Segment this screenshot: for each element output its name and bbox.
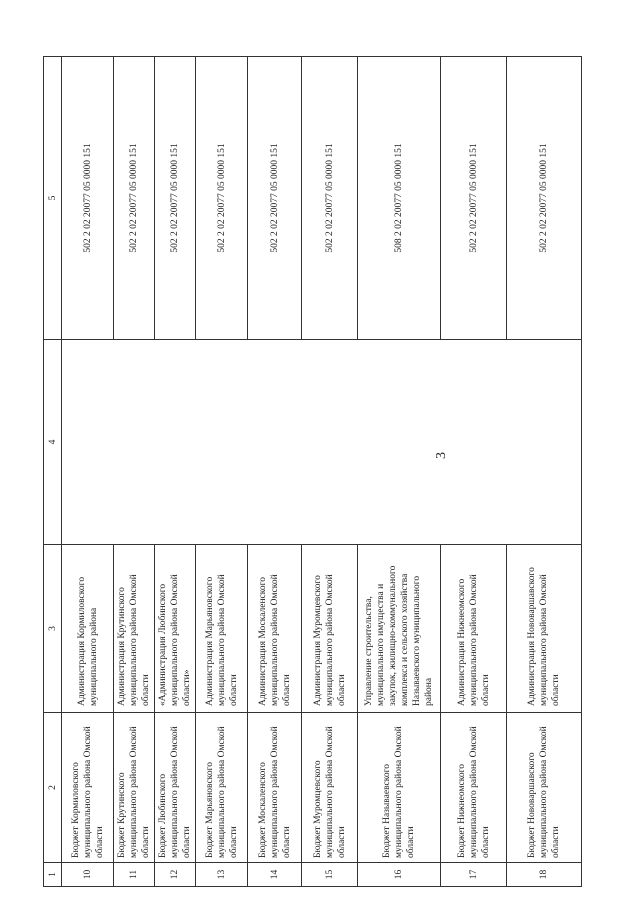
column-4-cell bbox=[196, 340, 248, 545]
budget-name: Бюджет Москаленского муниципального района Омской области bbox=[248, 713, 302, 863]
administrator-name: Администрация Кормиловского муниципального района bbox=[62, 545, 114, 713]
table-row bbox=[441, 57, 507, 887]
administrator-name: «Администрация Любинского муниципального района Омской области» bbox=[155, 545, 196, 713]
table-row bbox=[114, 57, 155, 887]
budget-code: 508 2 02 20077 05 0000 151 bbox=[358, 57, 441, 340]
budget-code: 502 2 02 20077 05 0000 151 bbox=[302, 57, 358, 340]
budget-code: 502 2 02 20077 05 0000 151 bbox=[62, 57, 114, 340]
administrator-name: Администрация Марьяновского муниципального района Омской области bbox=[196, 545, 248, 713]
header-cell: 4 bbox=[44, 340, 62, 545]
row-number: 17 bbox=[441, 863, 507, 887]
budget-code: 502 2 02 20077 05 0000 151 bbox=[248, 57, 302, 340]
column-4-cell bbox=[248, 340, 302, 545]
row-number: 13 bbox=[196, 863, 248, 887]
column-4-cell bbox=[302, 340, 358, 545]
administrator-name: Администрация Нововаршавского муниципального района Омской области bbox=[507, 545, 582, 713]
table-row bbox=[155, 57, 196, 887]
budget-name: Бюджет Кормиловского муниципального района Омской области bbox=[62, 713, 114, 863]
administrator-name: Администрация Крутинского муниципального района Омской области bbox=[114, 545, 155, 713]
header-cell: 3 bbox=[44, 545, 62, 713]
table-row bbox=[248, 57, 302, 887]
budget-code: 502 2 02 20077 05 0000 151 bbox=[196, 57, 248, 340]
table-row bbox=[302, 57, 358, 887]
budget-name: Бюджет Любинского муниципального района Омской области bbox=[155, 713, 196, 863]
row-number: 14 bbox=[248, 863, 302, 887]
table-row bbox=[62, 57, 114, 887]
column-4-cell bbox=[507, 340, 582, 545]
budget-name: Бюджет Марьяновского муниципального района Омской области bbox=[196, 713, 248, 863]
row-number: 10 bbox=[62, 863, 114, 887]
budget-code: 502 2 02 20077 05 0000 151 bbox=[114, 57, 155, 340]
budget-name: Бюджет Муромцевского муниципального района Омской области bbox=[302, 713, 358, 863]
column-4-cell bbox=[441, 340, 507, 545]
header-row bbox=[44, 57, 62, 887]
column-4-cell bbox=[358, 340, 441, 545]
table-row bbox=[196, 57, 248, 887]
column-4-cell bbox=[62, 340, 114, 545]
row-number: 15 bbox=[302, 863, 358, 887]
header-cell: 1 bbox=[44, 863, 62, 887]
administrator-name: Администрация Нижнеомского муниципального района Омской области bbox=[441, 545, 507, 713]
table-row bbox=[507, 57, 582, 887]
row-number: 12 bbox=[155, 863, 196, 887]
header-cell: 2 bbox=[44, 713, 62, 863]
page-number: 3 bbox=[434, 452, 449, 459]
budget-name: Бюджет Нововаршавского муниципального района Омской области bbox=[507, 713, 582, 863]
column-4-cell bbox=[114, 340, 155, 545]
budget-name: Бюджет Называевского муниципального района Омской области bbox=[358, 713, 441, 863]
table-row bbox=[358, 57, 441, 887]
row-number: 11 bbox=[114, 863, 155, 887]
administrator-name: Управление строительства, муниципального имущества и закупок, жилищно-коммунального комплекса и сельского хозяйства Называевского муниципального района bbox=[358, 545, 441, 713]
budget-code: 502 2 02 20077 05 0000 151 bbox=[441, 57, 507, 340]
budget-name: Бюджет Нижнеомского муниципального района Омской области bbox=[441, 713, 507, 863]
header-cell: 5 bbox=[44, 57, 62, 340]
row-number: 16 bbox=[358, 863, 441, 887]
row-number: 18 bbox=[507, 863, 582, 887]
budget-name: Бюджет Крутинского муниципального района Омской области bbox=[114, 713, 155, 863]
budget-code: 502 2 02 20077 05 0000 151 bbox=[155, 57, 196, 340]
administrator-name: Администрация Москаленского муниципального района Омской области bbox=[248, 545, 302, 713]
administrator-name: Администрация Муромцевского муниципального района Омской области bbox=[302, 545, 358, 713]
budget-code: 502 2 02 20077 05 0000 151 bbox=[507, 57, 582, 340]
column-4-cell bbox=[155, 340, 196, 545]
budget-table bbox=[43, 56, 582, 887]
